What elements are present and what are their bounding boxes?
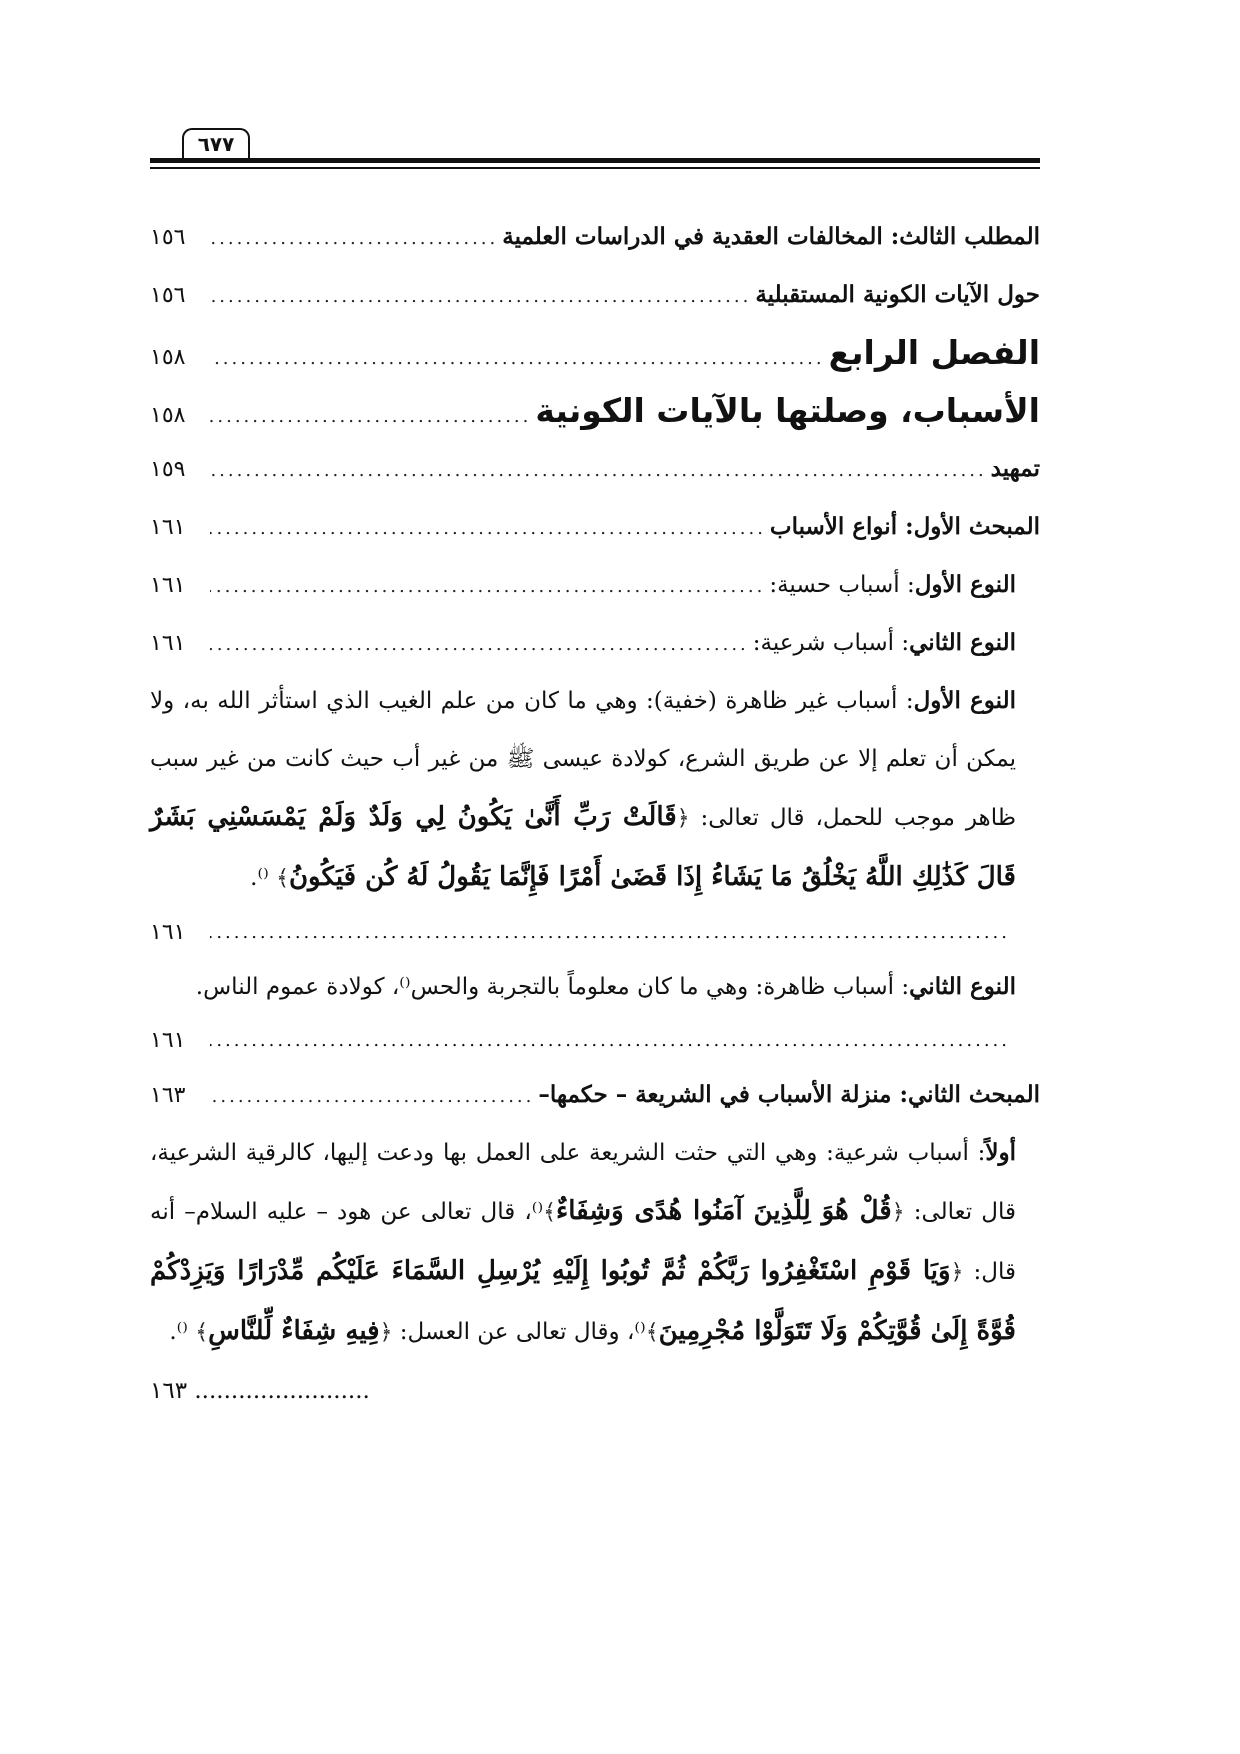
paragraph-label: النوع الأول	[913, 687, 1017, 714]
toc-page-line	[150, 908, 1040, 958]
toc-entry-page: ١٥٨	[150, 403, 186, 428]
toc-entry-title-bold: النوع الأول	[914, 571, 1016, 598]
toc-entry-page: ١٥٩	[150, 457, 186, 482]
quran-verse: وَيَا قَوْمِ اسْتَغْفِرُوا رَبَّكُمْ ثُمَّ تُوبُوا إِلَيْهِ يُرْسِلِ السَّمَاءَ عَلَيْكُم مِّدْرَارًا وَيَزِدْكُمْ قُوَّةً إِلَىٰ قُوَّتِكُمْ وَلَا تَتَوَلَّوْا مُجْرِمِينَ	[150, 1256, 1016, 1346]
paragraph-text: : أسباب شرعية: وهي التي حثت الشريعة على العمل بها ودعت إليها، كالرقية الشرعية، قال تعالى:	[150, 1140, 1016, 1225]
dot-leader	[210, 330, 829, 382]
toc-page-line	[150, 1016, 1040, 1066]
toc-entry[interactable]	[150, 266, 1040, 324]
toc-entry-page: ١٦١	[150, 573, 186, 598]
paragraph-text: : أسباب ظاهرة: وهي ما كان معلوماً بالتجربة والحس⁽⁾، كولادة عموم الناس.	[195, 974, 910, 1000]
toc-entry-page-inline: ........................ ١٦٣	[150, 1378, 370, 1404]
header-rule-thin	[150, 167, 1040, 169]
verse-close-ornament: ﴾	[543, 1200, 556, 1225]
toc-entry-page: ١٦١	[150, 920, 186, 945]
toc-entry-title-rest: : أنواع الأسباب	[769, 513, 914, 540]
toc-entry-title-bold: المبحث الأول	[913, 513, 1040, 540]
toc-entry-title-rest: : أسباب حسية:	[769, 572, 915, 598]
toc-entry[interactable]	[150, 440, 1040, 498]
table-of-contents	[150, 208, 1040, 1420]
toc-paragraph-entry[interactable]	[150, 958, 1040, 1016]
verse-open-ornament: ﴿	[891, 1200, 905, 1225]
toc-entry-page: ١٦١	[150, 1028, 186, 1053]
toc-entry[interactable]	[150, 208, 1040, 266]
toc-entry-title	[769, 556, 1016, 614]
verse-close-ornament: ﴾	[195, 1320, 209, 1345]
verse-close-ornament: ﴾	[645, 1320, 659, 1345]
toc-entry[interactable]	[150, 614, 1040, 672]
dot-leader	[210, 268, 755, 324]
dot-leader	[210, 616, 753, 672]
toc-entry-title: حول الآيات الكونية المستقبلية	[755, 281, 1040, 308]
toc-entry-page: ١٥٦	[150, 283, 186, 308]
toc-entry-page: ١٥٨	[150, 345, 186, 370]
paragraph-label: أولاً	[985, 1139, 1016, 1166]
toc-entry[interactable]	[150, 1066, 1040, 1124]
verse-close-ornament: ﴾	[276, 866, 289, 891]
dot-leader	[210, 210, 502, 266]
toc-entry-title-rest: : أسباب شرعية:	[752, 630, 910, 656]
toc-paragraph-entry[interactable]	[150, 672, 1040, 908]
dot-leader	[210, 908, 1040, 958]
paragraph-text: ⁽⁾.	[169, 1319, 196, 1345]
quran-verse: قُلْ هُوَ لِلَّذِينَ آمَنُوا هُدًى وَشِفَاءٌ	[556, 1196, 892, 1226]
dot-leader	[210, 558, 769, 614]
page-number: ٦٧٧	[182, 128, 250, 158]
toc-entry-page: ١٦١	[150, 631, 186, 656]
toc-entry-title: الفصل الرابع	[828, 333, 1040, 372]
verse-open-ornament: ﴿	[676, 806, 690, 831]
toc-entry-title-bold: النوع الثاني	[909, 629, 1016, 656]
toc-entry-page: ١٦٣	[150, 1378, 188, 1404]
paragraph-label: النوع الثاني	[909, 973, 1016, 1000]
paragraph-text: ⁽⁾، وقال تعالى عن العسل:	[392, 1319, 646, 1345]
verse-open-ornament: ﴿	[950, 1260, 964, 1285]
toc-entry-title	[770, 498, 1040, 556]
quran-verse: فِيهِ شِفَاءٌ لِّلنَّاسِ	[208, 1316, 380, 1346]
toc-entry-title: المبحث الثاني: منزلة الأسباب في الشريعة – حكمها–	[538, 1081, 1040, 1108]
header-rule-thick	[150, 158, 1040, 163]
paragraph-end: .	[250, 865, 258, 891]
dot-leader	[210, 1068, 538, 1124]
toc-entry-page: ١٦٣	[150, 1083, 186, 1108]
quran-verse: قَالَتْ رَبِّ أَنَّىٰ يَكُونُ لِي وَلَدٌ وَلَمْ يَمْسَسْنِي بَشَرٌ قَالَ كَذَٰلِكِ اللَّهُ يَخْلُقُ مَا يَشَاءُ إِذَا قَضَىٰ أَمْرًا فَإِنَّمَا يَقُولُ لَهُ كُن فَيَكُونُ	[150, 802, 1016, 892]
toc-entry-page: ١٥٦	[150, 225, 186, 250]
toc-paragraph-entry[interactable]	[150, 1124, 1040, 1404]
toc-chapter-heading[interactable]	[150, 324, 1040, 382]
paragraph-text: : أسباب غير ظاهرة (خفية): وهي ما كان من علم الغيب الذي استأثر الله به، ولا يمكن أن تعلم إلا عن طريق الشرع، كولادة عيسى ﷺ من غير أب حيث كانت من غير سبب ظاهر موجب للحمل، قال تعالى:	[150, 688, 1017, 831]
toc-entry-title: الأسباب، وصلتها بالآيات الكونية	[535, 391, 1040, 430]
toc-entry[interactable]	[150, 556, 1040, 614]
toc-entry-page: ١٦١	[150, 515, 186, 540]
paragraph-text: ⁽⁾، قال تعالى عن هود – عليه السلام– أنه قال:	[150, 1199, 1016, 1285]
toc-chapter-title[interactable]	[150, 382, 1040, 440]
verse-open-ornament: ﴿	[379, 1320, 393, 1345]
toc-entry[interactable]	[150, 498, 1040, 556]
dot-leader	[210, 388, 535, 440]
footnote-marker: ⁽⁾	[257, 865, 269, 891]
dot-leader	[210, 1016, 1040, 1066]
dot-leader	[210, 500, 770, 556]
toc-entry-title	[753, 614, 1016, 672]
dot-leader	[210, 442, 991, 498]
page-header	[150, 118, 1040, 178]
toc-entry-title: المطلب الثالث: المخالفات العقدية في الدراسات العلمية	[502, 223, 1040, 250]
toc-entry-title: تمهيد	[990, 455, 1040, 482]
